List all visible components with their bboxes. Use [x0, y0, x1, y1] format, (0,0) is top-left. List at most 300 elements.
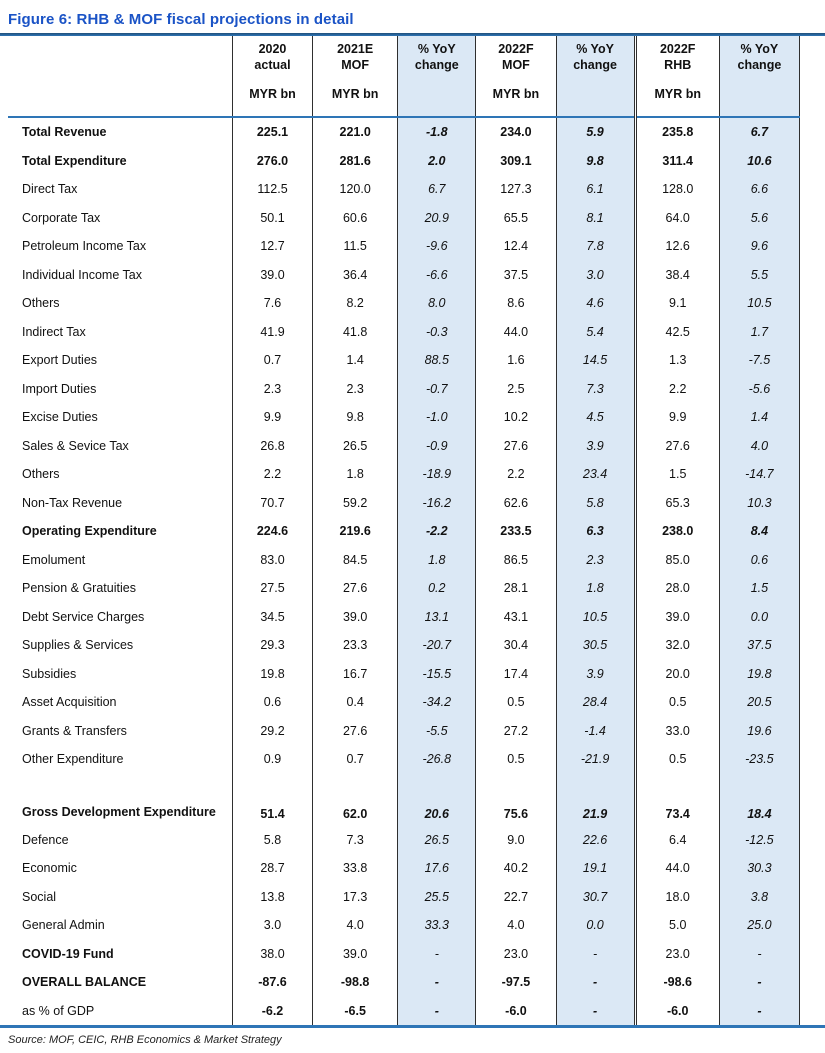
yoy-value-cell: 14.5	[556, 346, 635, 375]
yoy-value-cell: -0.9	[398, 432, 476, 461]
value-cell: 33.8	[313, 854, 398, 883]
yoy-value-cell: -1.8	[398, 117, 476, 147]
yoy-value-cell: -15.5	[398, 660, 476, 689]
value-cell: 13.8	[232, 883, 312, 912]
row-label: as % of GDP	[8, 997, 232, 1026]
yoy-value-cell: -	[556, 940, 635, 969]
yoy-value-cell: 10.5	[556, 603, 635, 632]
value-cell: 65.5	[476, 204, 556, 233]
value-cell: 41.9	[232, 318, 312, 347]
yoy-value-cell: 19.6	[719, 717, 799, 746]
table-row	[8, 403, 800, 432]
value-cell: 84.5	[313, 546, 398, 575]
value-cell: 2.2	[476, 460, 556, 489]
row-label: Import Duties	[8, 375, 232, 404]
value-cell: 36.4	[313, 261, 398, 290]
value-cell: 234.0	[476, 117, 556, 147]
value-cell: 38.0	[232, 940, 312, 969]
table-row	[8, 318, 800, 347]
value-cell: 19.8	[232, 660, 312, 689]
yoy-value-cell: 3.0	[556, 261, 635, 290]
row-label: General Admin	[8, 911, 232, 940]
value-cell: 7.6	[232, 289, 312, 318]
yoy-value-cell: 10.5	[719, 289, 799, 318]
value-cell: -6.2	[232, 997, 312, 1026]
value-cell: 32.0	[635, 631, 719, 660]
column-header-line2: change	[737, 57, 782, 72]
value-cell: -97.5	[476, 968, 556, 997]
value-cell: 44.0	[635, 854, 719, 883]
yoy-value-cell: 8.0	[398, 289, 476, 318]
value-cell: 41.8	[313, 318, 398, 347]
yoy-value-cell: 30.7	[556, 883, 635, 912]
yoy-value-cell: 37.5	[719, 631, 799, 660]
value-cell: 276.0	[232, 147, 312, 176]
value-cell: 224.6	[232, 517, 312, 546]
value-cell: 26.5	[313, 432, 398, 461]
yoy-value-cell: 8.1	[556, 204, 635, 233]
value-cell: 62.0	[313, 774, 398, 826]
column-header-unit: MYR bn	[654, 87, 701, 102]
value-cell: 59.2	[313, 489, 398, 518]
value-cell: -6.0	[476, 997, 556, 1026]
table-row	[8, 574, 800, 603]
row-label: COVID-19 Fund	[8, 940, 232, 969]
value-cell: 30.4	[476, 631, 556, 660]
value-cell: 23.0	[635, 940, 719, 969]
value-cell: 12.4	[476, 232, 556, 261]
yoy-value-cell: -6.6	[398, 261, 476, 290]
value-cell: 2.3	[313, 375, 398, 404]
value-cell: 23.3	[313, 631, 398, 660]
row-label: Excise Duties	[8, 403, 232, 432]
row-label: Emolument	[8, 546, 232, 575]
yoy-value-cell: 19.8	[719, 660, 799, 689]
yoy-value-cell: 23.4	[556, 460, 635, 489]
yoy-value-cell: -12.5	[719, 826, 799, 855]
yoy-value-cell: 0.2	[398, 574, 476, 603]
value-cell: 0.6	[232, 688, 312, 717]
column-header-line2: change	[573, 57, 617, 72]
yoy-value-cell: 3.9	[556, 660, 635, 689]
value-cell: 42.5	[635, 318, 719, 347]
value-cell: 62.6	[476, 489, 556, 518]
table-row	[8, 968, 800, 997]
yoy-value-cell: 10.3	[719, 489, 799, 518]
table-row	[8, 117, 800, 147]
value-cell: 43.1	[476, 603, 556, 632]
value-cell: 9.0	[476, 826, 556, 855]
value-cell: 233.5	[476, 517, 556, 546]
value-cell: 28.0	[635, 574, 719, 603]
value-cell: -6.5	[313, 997, 398, 1026]
column-header-unit: MYR bn	[331, 87, 379, 102]
yoy-value-cell: -0.3	[398, 318, 476, 347]
figure-title: Figure 6: RHB & MOF fiscal projections in detail	[8, 11, 354, 28]
yoy-value-cell: 20.6	[398, 774, 476, 826]
row-label: Total Revenue	[8, 117, 232, 147]
value-cell: 9.9	[232, 403, 312, 432]
value-cell: 29.3	[232, 631, 312, 660]
yoy-value-cell: 4.0	[719, 432, 799, 461]
yoy-value-cell: -2.2	[398, 517, 476, 546]
value-cell: 39.0	[313, 940, 398, 969]
yoy-value-cell: 1.5	[719, 574, 799, 603]
yoy-value-cell: 3.8	[719, 883, 799, 912]
yoy-value-cell: 9.6	[719, 232, 799, 261]
table-row	[8, 375, 800, 404]
table-row	[8, 745, 800, 774]
value-cell: -98.6	[635, 968, 719, 997]
yoy-value-cell: -14.7	[719, 460, 799, 489]
yoy-value-cell: -0.7	[398, 375, 476, 404]
yoy-value-cell: 1.7	[719, 318, 799, 347]
value-cell: 2.2	[232, 460, 312, 489]
value-cell: 1.4	[313, 346, 398, 375]
yoy-value-cell: -	[556, 997, 635, 1026]
yoy-value-cell: 5.6	[719, 204, 799, 233]
yoy-value-cell: 9.8	[556, 147, 635, 176]
fiscal-projections-table	[8, 36, 800, 1025]
column-header-unit: MYR bn	[492, 87, 540, 102]
value-cell: 27.2	[476, 717, 556, 746]
column-header-line1: % YoY	[740, 42, 779, 56]
yoy-value-cell: 2.3	[556, 546, 635, 575]
yoy-value-cell: 10.6	[719, 147, 799, 176]
yoy-value-cell: -20.7	[398, 631, 476, 660]
yoy-value-cell: -	[398, 997, 476, 1026]
value-cell: 39.0	[313, 603, 398, 632]
value-cell: 1.6	[476, 346, 556, 375]
yoy-value-cell: -23.5	[719, 745, 799, 774]
yoy-value-cell: -	[398, 940, 476, 969]
row-label: Others	[8, 460, 232, 489]
value-cell: 2.5	[476, 375, 556, 404]
table-row	[8, 911, 800, 940]
yoy-value-cell: 20.9	[398, 204, 476, 233]
value-cell: 8.2	[313, 289, 398, 318]
yoy-value-cell: -21.9	[556, 745, 635, 774]
column-header-line1: % YoY	[576, 42, 614, 56]
value-cell: 37.5	[476, 261, 556, 290]
column-header-line1: % YoY	[417, 42, 456, 56]
value-cell: 2.3	[232, 375, 312, 404]
value-cell: 27.6	[476, 432, 556, 461]
yoy-value-cell: 1.4	[719, 403, 799, 432]
yoy-value-cell: 19.1	[556, 854, 635, 883]
value-cell: 12.7	[232, 232, 312, 261]
value-cell: 86.5	[476, 546, 556, 575]
yoy-value-cell: 18.4	[719, 774, 799, 826]
yoy-value-cell: 20.5	[719, 688, 799, 717]
value-cell: -6.0	[635, 997, 719, 1026]
column-header-6	[635, 36, 719, 117]
value-cell: 1.8	[313, 460, 398, 489]
yoy-value-cell: -1.4	[556, 717, 635, 746]
value-cell: 23.0	[476, 940, 556, 969]
column-header-7	[719, 36, 799, 117]
value-cell: 0.5	[476, 688, 556, 717]
value-cell: 0.9	[232, 745, 312, 774]
yoy-value-cell: 13.1	[398, 603, 476, 632]
value-cell: 4.0	[313, 911, 398, 940]
value-cell: 20.0	[635, 660, 719, 689]
row-label: Individual Income Tax	[8, 261, 232, 290]
column-header-line2: MOF	[341, 57, 370, 72]
value-cell: 0.7	[313, 745, 398, 774]
value-cell: 17.3	[313, 883, 398, 912]
yoy-value-cell: 30.5	[556, 631, 635, 660]
table-row	[8, 883, 800, 912]
yoy-value-cell: 7.3	[556, 375, 635, 404]
value-cell: 225.1	[232, 117, 312, 147]
table-row	[8, 997, 800, 1026]
row-label: Export Duties	[8, 346, 232, 375]
value-cell: 9.8	[313, 403, 398, 432]
yoy-value-cell: -	[556, 968, 635, 997]
row-label: Subsidies	[8, 660, 232, 689]
value-cell: 221.0	[313, 117, 398, 147]
column-header-line2: change	[414, 57, 459, 72]
yoy-value-cell: 88.5	[398, 346, 476, 375]
value-cell: 8.6	[476, 289, 556, 318]
value-cell: 120.0	[313, 175, 398, 204]
yoy-value-cell: 6.3	[556, 517, 635, 546]
yoy-value-cell: 30.3	[719, 854, 799, 883]
value-cell: 29.2	[232, 717, 312, 746]
value-cell: 281.6	[313, 147, 398, 176]
row-label: Non-Tax Revenue	[8, 489, 232, 518]
value-cell: 22.7	[476, 883, 556, 912]
yoy-value-cell: -9.6	[398, 232, 476, 261]
yoy-value-cell: 22.6	[556, 826, 635, 855]
table-row	[8, 826, 800, 855]
yoy-value-cell: -5.6	[719, 375, 799, 404]
yoy-value-cell: -18.9	[398, 460, 476, 489]
yoy-value-cell: 1.8	[398, 546, 476, 575]
value-cell: 44.0	[476, 318, 556, 347]
yoy-value-cell: -7.5	[719, 346, 799, 375]
yoy-value-cell: -	[719, 968, 799, 997]
value-cell: 38.4	[635, 261, 719, 290]
table-header	[8, 36, 800, 117]
value-cell: 6.4	[635, 826, 719, 855]
value-cell: 39.0	[232, 261, 312, 290]
value-cell: 60.6	[313, 204, 398, 233]
value-cell: 1.3	[635, 346, 719, 375]
table-row	[8, 546, 800, 575]
value-cell: 11.5	[313, 232, 398, 261]
row-label: Defence	[8, 826, 232, 855]
value-cell: 7.3	[313, 826, 398, 855]
column-header-line1: 2022F	[659, 42, 696, 56]
yoy-value-cell: 6.1	[556, 175, 635, 204]
value-cell: 28.1	[476, 574, 556, 603]
row-label: Grants & Transfers	[8, 717, 232, 746]
column-header-3	[398, 36, 476, 117]
table-row	[8, 489, 800, 518]
table-body	[8, 117, 800, 1025]
row-label: Asset Acquisition	[8, 688, 232, 717]
yoy-value-cell: -	[719, 997, 799, 1026]
yoy-value-cell: 6.7	[398, 175, 476, 204]
value-cell: 0.4	[313, 688, 398, 717]
column-header-line1: 2022F	[498, 42, 534, 56]
row-label: Sales & Sevice Tax	[8, 432, 232, 461]
table-row	[8, 854, 800, 883]
value-cell: 26.8	[232, 432, 312, 461]
yoy-value-cell: 26.5	[398, 826, 476, 855]
row-label: Pension & Gratuities	[8, 574, 232, 603]
table-row	[8, 346, 800, 375]
value-cell: 75.6	[476, 774, 556, 826]
value-cell: 1.5	[635, 460, 719, 489]
yoy-value-cell: 1.8	[556, 574, 635, 603]
yoy-value-cell: 6.6	[719, 175, 799, 204]
value-cell: -98.8	[313, 968, 398, 997]
yoy-value-cell: 3.9	[556, 432, 635, 461]
yoy-value-cell: 21.9	[556, 774, 635, 826]
value-cell: 219.6	[313, 517, 398, 546]
yoy-value-cell: 4.5	[556, 403, 635, 432]
value-cell: 127.3	[476, 175, 556, 204]
table-row	[8, 460, 800, 489]
table-row	[8, 517, 800, 546]
yoy-value-cell: 4.6	[556, 289, 635, 318]
yoy-value-cell: 28.4	[556, 688, 635, 717]
row-label: Others	[8, 289, 232, 318]
table-row	[8, 147, 800, 176]
value-cell: 27.6	[635, 432, 719, 461]
value-cell: 311.4	[635, 147, 719, 176]
row-label: OVERALL BALANCE	[8, 968, 232, 997]
column-header-line1: 2021E	[337, 42, 374, 56]
yoy-value-cell: 25.5	[398, 883, 476, 912]
value-cell: 12.6	[635, 232, 719, 261]
table-row	[8, 289, 800, 318]
table-row	[8, 204, 800, 233]
value-cell: 0.7	[232, 346, 312, 375]
value-cell: 112.5	[232, 175, 312, 204]
source-note: Source: MOF, CEIC, RHB Economics & Market Strategy	[8, 1034, 282, 1046]
yoy-value-cell: -	[719, 940, 799, 969]
table-row	[8, 175, 800, 204]
value-cell: 18.0	[635, 883, 719, 912]
corner-cell	[8, 36, 232, 117]
yoy-value-cell: -16.2	[398, 489, 476, 518]
column-header-line1: 2020	[258, 42, 287, 56]
table-row	[8, 717, 800, 746]
row-label: Debt Service Charges	[8, 603, 232, 632]
yoy-value-cell: 33.3	[398, 911, 476, 940]
row-label: Indirect Tax	[8, 318, 232, 347]
value-cell: 3.0	[232, 911, 312, 940]
value-cell: 27.6	[313, 574, 398, 603]
value-cell: 34.5	[232, 603, 312, 632]
value-cell: 16.7	[313, 660, 398, 689]
value-cell: -87.6	[232, 968, 312, 997]
column-header-line2: RHB	[664, 57, 692, 72]
value-cell: 73.4	[635, 774, 719, 826]
value-cell: 128.0	[635, 175, 719, 204]
table-row	[8, 232, 800, 261]
row-label: Supplies & Services	[8, 631, 232, 660]
column-header-line2: actual	[254, 57, 291, 72]
value-cell: 17.4	[476, 660, 556, 689]
row-label: Total Expenditure	[8, 147, 232, 176]
value-cell: 10.2	[476, 403, 556, 432]
value-cell: 0.5	[476, 745, 556, 774]
value-cell: 2.2	[635, 375, 719, 404]
table-row	[8, 688, 800, 717]
table-row	[8, 603, 800, 632]
yoy-value-cell: 2.0	[398, 147, 476, 176]
column-header-5	[556, 36, 635, 117]
yoy-value-cell: 17.6	[398, 854, 476, 883]
column-header-4	[476, 36, 556, 117]
row-label: Operating Expenditure	[8, 517, 232, 546]
value-cell: 64.0	[635, 204, 719, 233]
column-header-2	[313, 36, 398, 117]
yoy-value-cell: -34.2	[398, 688, 476, 717]
value-cell: 50.1	[232, 204, 312, 233]
table-row	[8, 261, 800, 290]
table-row	[8, 432, 800, 461]
yoy-value-cell: -1.0	[398, 403, 476, 432]
value-cell: 5.0	[635, 911, 719, 940]
yoy-value-cell: 5.8	[556, 489, 635, 518]
table-row	[8, 631, 800, 660]
value-cell: 27.6	[313, 717, 398, 746]
table-row	[8, 940, 800, 969]
value-cell: 51.4	[232, 774, 312, 826]
value-cell: 9.9	[635, 403, 719, 432]
value-cell: 4.0	[476, 911, 556, 940]
yoy-value-cell: 5.5	[719, 261, 799, 290]
table-row	[8, 660, 800, 689]
yoy-value-cell: 8.4	[719, 517, 799, 546]
row-label: Economic	[8, 854, 232, 883]
row-label: Direct Tax	[8, 175, 232, 204]
value-cell: 309.1	[476, 147, 556, 176]
value-cell: 33.0	[635, 717, 719, 746]
value-cell: 39.0	[635, 603, 719, 632]
row-label: Petroleum Income Tax	[8, 232, 232, 261]
value-cell: 40.2	[476, 854, 556, 883]
row-label: Gross Development Expenditure	[8, 774, 232, 826]
value-cell: 28.7	[232, 854, 312, 883]
row-label: Social	[8, 883, 232, 912]
header-row	[8, 36, 800, 117]
yoy-value-cell: 7.8	[556, 232, 635, 261]
value-cell: 85.0	[635, 546, 719, 575]
value-cell: 238.0	[635, 517, 719, 546]
yoy-value-cell: 0.0	[556, 911, 635, 940]
value-cell: 235.8	[635, 117, 719, 147]
yoy-value-cell: 0.6	[719, 546, 799, 575]
yoy-value-cell: -26.8	[398, 745, 476, 774]
value-cell: 70.7	[232, 489, 312, 518]
yoy-value-cell: 0.0	[719, 603, 799, 632]
value-cell: 65.3	[635, 489, 719, 518]
value-cell: 27.5	[232, 574, 312, 603]
row-label: Other Expenditure	[8, 745, 232, 774]
row-label: Corporate Tax	[8, 204, 232, 233]
yoy-value-cell: 6.7	[719, 117, 799, 147]
column-header-unit: MYR bn	[249, 87, 296, 102]
yoy-value-cell: -	[398, 968, 476, 997]
table-row	[8, 774, 800, 826]
